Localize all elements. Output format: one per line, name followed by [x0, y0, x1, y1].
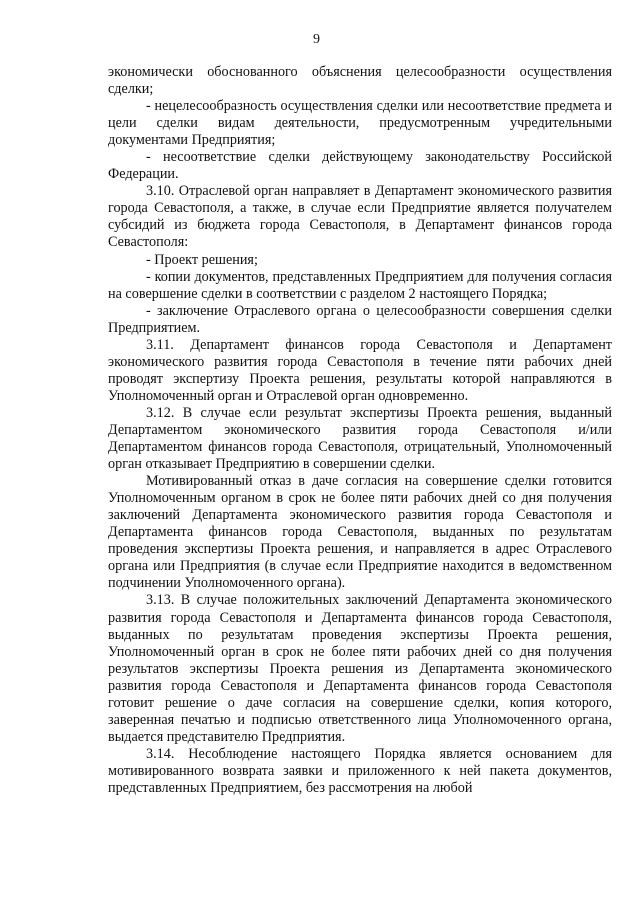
paragraph: 3.14. Несоблюдение настоящего Порядка является основанием для мотивированного возврата заявки и приложенного к ней пакета документов, представленных Предприятием, без рассмотрения на любой [108, 745, 612, 796]
paragraph: экономически обоснованного объяснения целесообразности осуществления сделки; [108, 64, 612, 98]
list-item: - Проект решения; [146, 251, 258, 268]
page-number: 9 [313, 32, 320, 47]
paragraph: 3.10. Отраслевой орган направляет в Департамент экономического развития города Севастополя, а также, в случае если Предприятие является получателем субсидий из бюджета города Севастополя, в Департамент финансов города Севастополя: [108, 183, 612, 251]
paragraph: 3.12. В случае если результат экспертизы Проекта решения, выданный Департаментом экономического развития города Севастополя и/или Департаментом финансов города Севастополя, отрицательный, Уполномоченный орган отказывает Предприятию в совершении сделки. [108, 404, 612, 473]
list-item: - нецелесообразность осуществления сделки или несоответствие предмета и цели сделки видам деятельности, предусмотренным учредительными документами Предприятия; [108, 98, 612, 149]
paragraph: Мотивированный отказ в даче согласия на совершение сделки готовится Уполномоченным органом в срок не более пяти рабочих дней со дня получения заключений Департамента экономического развития города Севастополя и Департамента финансов города Севастополя, выданных по результатам проведения экспертизы Проекта решения, и направляется в адрес Отраслевого органа или Предприятия (в случае если Предприятие находится в ведомственном подчинении Уполномоченного органа). [108, 473, 612, 592]
list-item: - копии документов, представленных Предприятием для получения согласия на совершение сделки в соответствии с разделом 2 настоящего Порядка; [108, 268, 612, 302]
paragraph: 3.13. В случае положительных заключений Департамента экономического развития города Севастополя и Департамента финансов города Севастополя, выданных по результатам проведения экспертизы Проекта решения, Уполномоченный орган в срок не более пяти рабочих дней со дня получения результатов экспертизы Проекта решения из Департамента экономического развития города Севастополя и Департамента финансов города Севастополя готовит решение о даче согласия на совершение сделки, копия которого, заверенная печатью и подписью ответственного лица Уполномоченного органа, выдается представителю Предприятия. [108, 592, 612, 745]
paragraph: 3.11. Департамент финансов города Севастополя и Департамент экономического развития города Севастополя в течение пяти рабочих дней проводят экспертизу Проекта решения, результаты которой направляются в Уполномоченный орган и Отраслевой орган одновременно. [108, 336, 612, 404]
list-item: - несоответствие сделки действующему законодательству Российской Федерации. [108, 149, 612, 183]
list-item: - заключение Отраслевого органа о целесообразности совершения сделки Предприятием. [108, 302, 612, 336]
document-body [108, 64, 612, 797]
